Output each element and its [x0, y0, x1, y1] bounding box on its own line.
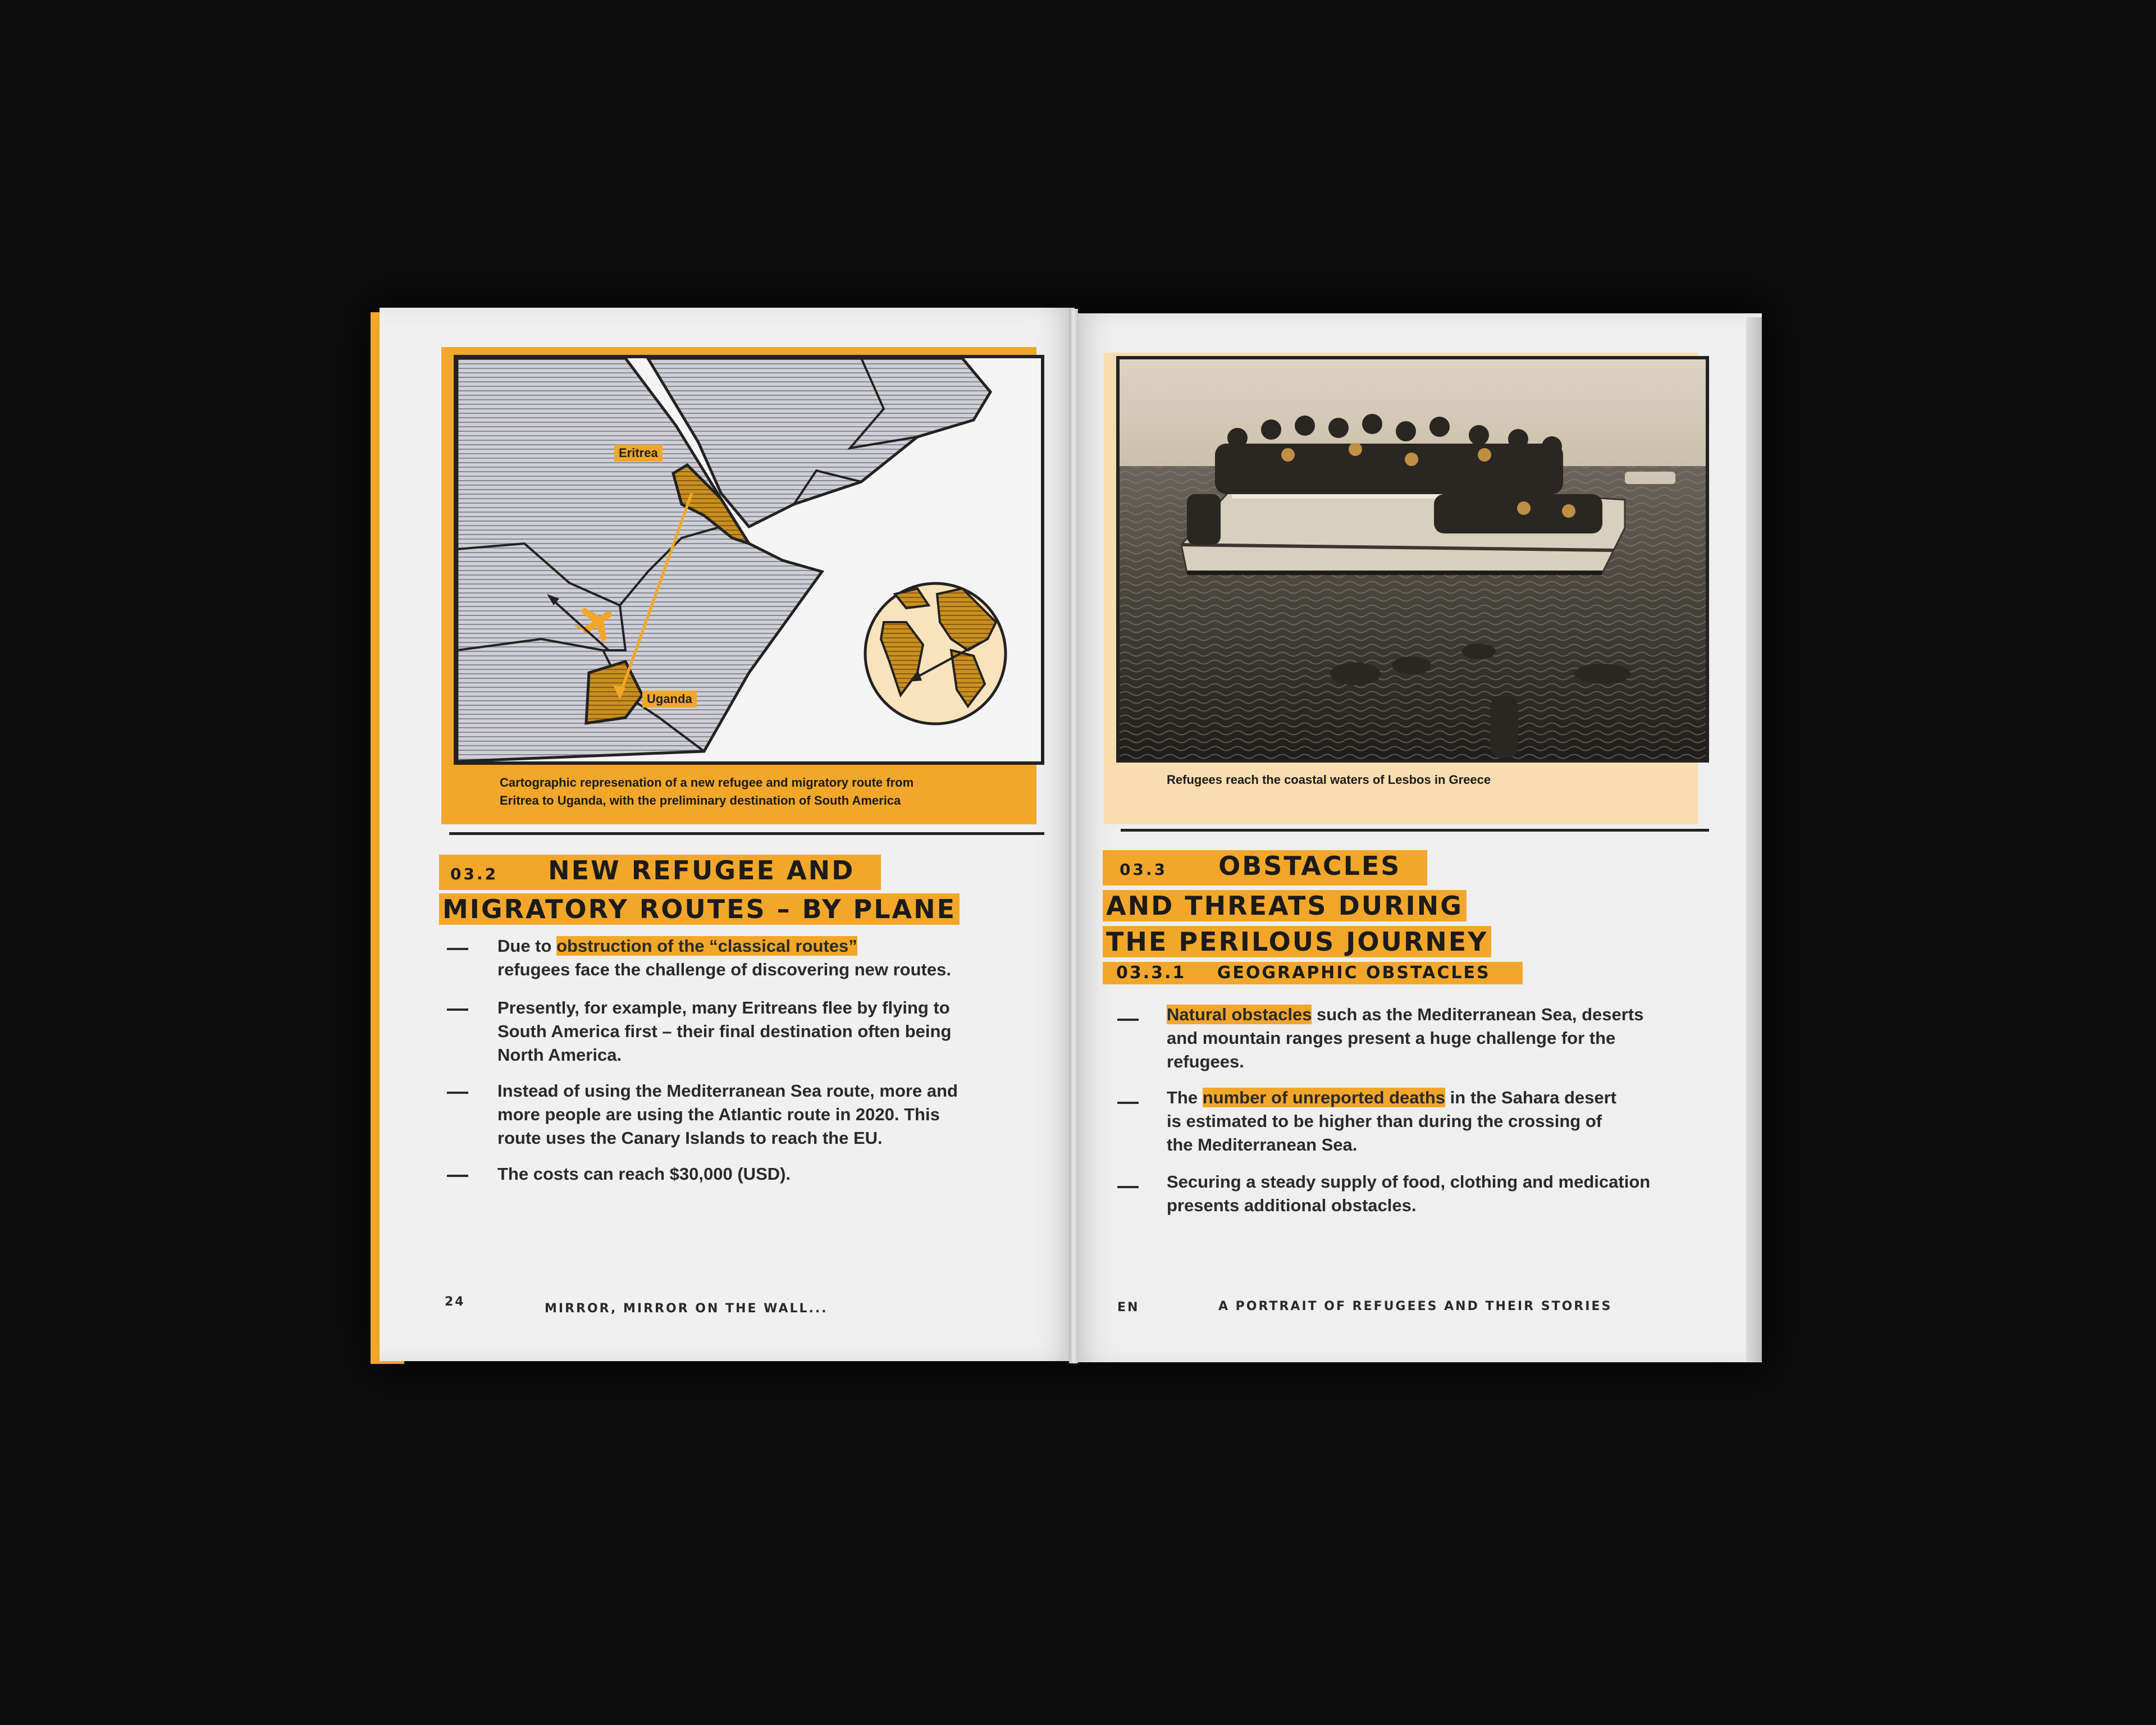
bullet-item [1167, 1003, 1643, 1074]
subsection-heading [1103, 962, 1523, 984]
language-code: EN [1117, 1300, 1140, 1315]
bullet-dash [1117, 1019, 1139, 1021]
page-number: 24 [445, 1295, 465, 1309]
globe-icon [865, 583, 1006, 724]
bullet-highlight: Natural obstacles [1167, 1005, 1312, 1024]
bullet-item [497, 1079, 958, 1150]
bullet-dash [1117, 1102, 1139, 1104]
bullet-text: Due to [497, 936, 557, 956]
bullet-dash [447, 948, 468, 950]
bullet-dash [447, 1175, 468, 1177]
bullet-text: South America first – their final destination often being [497, 1021, 952, 1041]
bullet-item [497, 1162, 791, 1186]
bullet-text: route uses the Canary Islands to reach the EU. [497, 1128, 883, 1148]
heading-line: OBSTACLES [1218, 851, 1401, 881]
running-title: MIRROR, MIRROR ON THE WALL... [545, 1302, 828, 1316]
section-heading [439, 855, 960, 925]
bullet-text: presents additional obstacles. [1167, 1195, 1417, 1215]
subsection-number: 03.3.1 [1116, 963, 1186, 983]
photo-figure [1116, 356, 1709, 763]
bullet-text: in the Sahara desert [1445, 1088, 1616, 1107]
page-stack-edge [1746, 317, 1762, 1362]
section-heading [1103, 850, 1523, 984]
bullet-text: Securing a steady supply of food, clothing and medication [1167, 1172, 1651, 1192]
map-figure [454, 355, 1044, 765]
bullet-item [497, 996, 951, 1067]
divider-rule [1121, 829, 1709, 832]
bullet-text: Presently, for example, many Eritreans flee by flying to [497, 998, 950, 1017]
section-number: 03.2 [450, 865, 499, 883]
bullet-highlight: obstruction of the “classical routes” [556, 936, 857, 956]
map-caption [500, 774, 1016, 810]
refugee-boat-photo [1120, 359, 1706, 759]
bullet-text: and mountain ranges present a huge challenge for the [1167, 1028, 1616, 1048]
bullet-text: refugees face the challenge of discovering new routes. [497, 960, 951, 979]
bullet-text: more people are using the Atlantic route in 2020. This [497, 1105, 940, 1124]
section-number: 03.3 [1120, 860, 1168, 879]
heading-line: AND THREATS DURING [1103, 890, 1467, 921]
map-label-uganda: Uganda [642, 691, 697, 708]
bullet-dash [447, 1008, 468, 1011]
subsection-title: GEOGRAPHIC OBSTACLES [1217, 963, 1491, 983]
running-title: A PORTRAIT OF REFUGEES AND THEIR STORIES [1218, 1299, 1613, 1313]
bullet-text: is estimated to be higher than during the crossing of [1167, 1111, 1602, 1131]
bullet-text: Instead of using the Mediterranean Sea route, more and [497, 1081, 958, 1101]
bullet-text: such as the Mediterranean Sea, deserts [1312, 1005, 1644, 1024]
bullet-text: North America. [497, 1045, 622, 1065]
heading-line: MIGRATORY ROUTES – BY PLANE [439, 893, 960, 925]
map-illustration [457, 358, 1041, 761]
map-caption-line: Cartographic represenation of a new refugee and migratory route from [500, 775, 914, 790]
divider-rule [449, 832, 1044, 835]
photo-caption: Refugees reach the coastal waters of Lesbos in Greece [1167, 773, 1491, 787]
bullet-item [497, 934, 951, 982]
bullet-text: The [1167, 1088, 1203, 1107]
bullet-item [1167, 1086, 1616, 1157]
map-caption-line: Eritrea to Uganda, with the preliminary destination of South America [500, 793, 901, 807]
bullet-text: refugees. [1167, 1052, 1244, 1071]
bullet-item [1167, 1170, 1650, 1217]
map-label-eritrea: Eritrea [614, 445, 663, 462]
bullet-text: the Mediterranean Sea. [1167, 1135, 1358, 1154]
bullet-text: The costs can reach $30,000 (USD). [497, 1164, 791, 1184]
bullet-highlight: number of unreported deaths [1202, 1088, 1446, 1107]
heading-line: NEW REFUGEE AND [548, 855, 855, 886]
heading-line: THE PERILOUS JOURNEY [1103, 926, 1491, 957]
bullet-dash [447, 1092, 468, 1094]
bullet-dash [1117, 1186, 1139, 1188]
spine [1069, 309, 1078, 1363]
